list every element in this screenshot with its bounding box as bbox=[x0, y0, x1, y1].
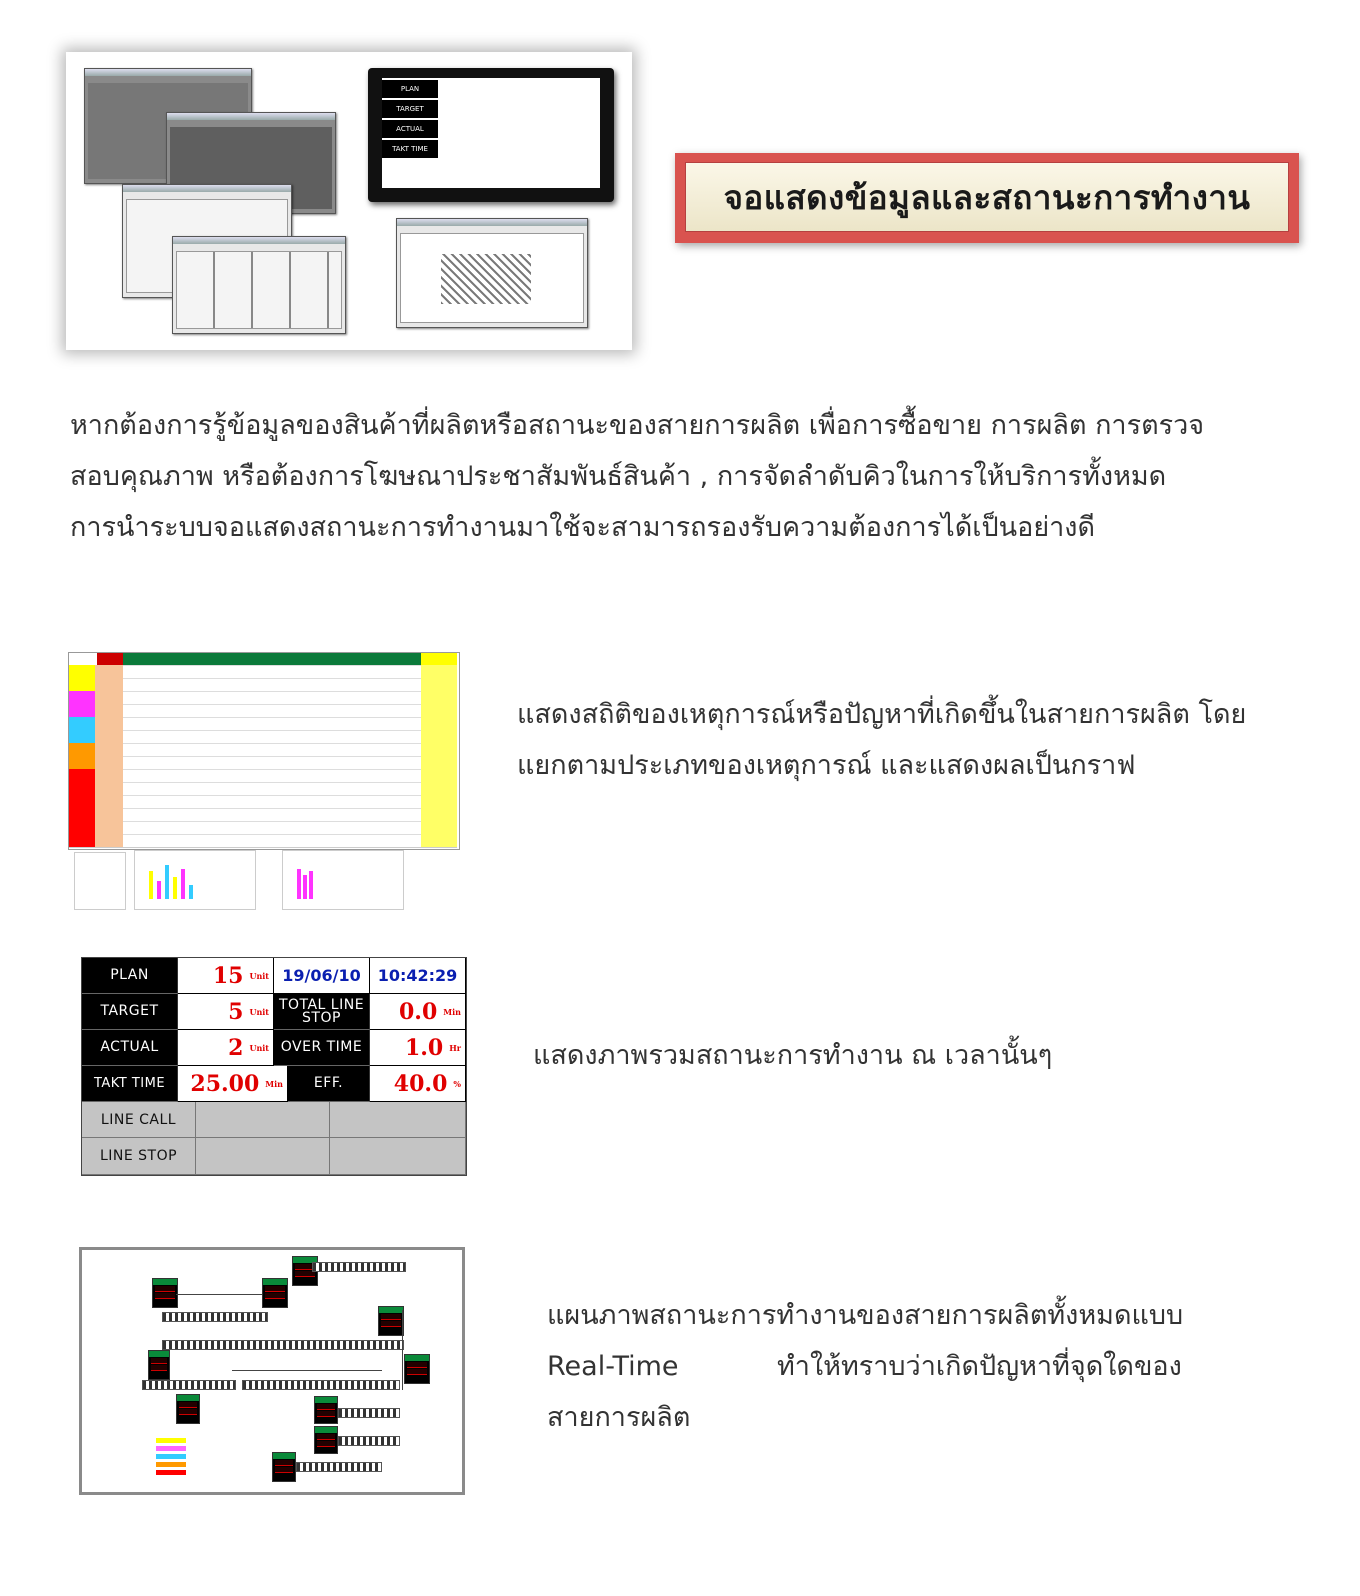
total-line-stop-number: 0.0 bbox=[399, 998, 438, 1025]
bar-chart-thumbnail bbox=[134, 850, 256, 910]
statistics-description: แสดงสถิติของเหตุการณ์หรือปัญหาที่เกิดขึ้นในสายการผลิต โดยแยกตามประเภทของเหตุการณ์ และแสดงผลเป็นกราฟ bbox=[517, 699, 1247, 781]
status-monitor-thumbnail: PLAN TARGET ACTUAL TAKT TIME bbox=[368, 68, 614, 202]
over-time-value bbox=[370, 1030, 466, 1066]
production-line-map-image bbox=[79, 1247, 465, 1495]
conveyor-segment bbox=[338, 1436, 400, 1446]
over-time-label: OVER TIME bbox=[274, 1030, 370, 1066]
line-map-description bbox=[547, 1290, 1247, 1443]
line-stop-label: LINE STOP bbox=[82, 1138, 196, 1175]
conveyor-segment bbox=[296, 1462, 382, 1472]
over-time-unit: Hr bbox=[449, 1042, 461, 1053]
chart-window-thumbnail bbox=[172, 236, 346, 334]
line-call-slot bbox=[330, 1102, 466, 1138]
actual-number: 2 bbox=[228, 1034, 244, 1061]
status-description: แสดงภาพรวมสถานะการทำงาน ณ เวลานั้นๆ bbox=[533, 1040, 1053, 1071]
line-map-description-line1: แผนภาพสถานะการทำงานของสายการผลิตทั้งหมดแบบ bbox=[547, 1300, 1184, 1331]
takt-time-number: 25.00 bbox=[190, 1070, 260, 1097]
connector-line bbox=[176, 1294, 262, 1295]
plan-number: 15 bbox=[212, 962, 244, 989]
total-line-stop-label: TOTAL LINE STOP bbox=[274, 994, 370, 1030]
station-display bbox=[378, 1306, 404, 1336]
date-display: 19/06/10 bbox=[274, 958, 370, 994]
page-title: จอแสดงข้อมูลและสถานะการทำงาน bbox=[723, 177, 1251, 217]
checkbox-list-thumbnail bbox=[74, 852, 126, 910]
screenshot-collage-image bbox=[66, 52, 632, 350]
plan-unit: Unit bbox=[249, 970, 269, 981]
line-call-label: LINE CALL bbox=[82, 1102, 196, 1138]
connector-line bbox=[402, 1310, 403, 1390]
line-stop-slot bbox=[196, 1138, 330, 1175]
actual-value bbox=[178, 1030, 274, 1066]
target-value bbox=[178, 994, 274, 1030]
time-display: 10:42:29 bbox=[370, 958, 466, 994]
intro-paragraph: หากต้องการรู้ข้อมูลของสินค้าที่ผลิตหรือสถานะของสายการผลิต เพื่อการซื้อขาย การผลิต การตรวจสอบคุณภาพ หรือต้องการโฆษณาประชาสัมพันธ์สินค้า , การจัดลำดับคิวในการให้บริการทั้งหมด การนำระบบจอแสดงสถานะการทำงานมาใช้จะสามารถรองรับความต้องการได้เป็นอย่างดี bbox=[70, 410, 1205, 543]
legend-swatch bbox=[156, 1438, 186, 1443]
station-display bbox=[314, 1396, 338, 1424]
line-map-description-line3: สายการผลิต bbox=[547, 1402, 691, 1433]
bar-chart-thumbnail bbox=[282, 850, 404, 910]
eff-label: EFF. bbox=[288, 1066, 370, 1102]
connector-line bbox=[232, 1370, 382, 1371]
conveyor-segment bbox=[142, 1380, 236, 1390]
legend-swatch bbox=[156, 1454, 186, 1459]
production-status-panel bbox=[81, 957, 467, 1176]
line-stop-slot bbox=[330, 1138, 466, 1175]
statistics-grid bbox=[68, 652, 460, 850]
conveyor-segment bbox=[162, 1312, 268, 1322]
legend-swatch bbox=[156, 1446, 186, 1451]
plan-value bbox=[178, 958, 274, 994]
actual-unit: Unit bbox=[249, 1042, 269, 1053]
station-display bbox=[152, 1278, 178, 1308]
line-call-slot bbox=[196, 1102, 330, 1138]
eff-unit: % bbox=[453, 1078, 461, 1089]
takt-time-label: TAKT TIME bbox=[82, 1066, 178, 1102]
takt-time-value bbox=[178, 1066, 288, 1102]
total-line-stop-value bbox=[370, 994, 466, 1030]
plan-label: PLAN bbox=[82, 958, 178, 994]
conveyor-segment bbox=[312, 1262, 406, 1272]
takt-time-unit: Min bbox=[265, 1078, 283, 1089]
realtime-term: Real-Time bbox=[547, 1351, 679, 1382]
conveyor-segment bbox=[242, 1380, 400, 1390]
eff-value bbox=[370, 1066, 466, 1102]
section-title-banner bbox=[675, 153, 1299, 243]
line-map-description-line2: ทำให้ทราบว่าเกิดปัญหาที่จุดใดของ bbox=[777, 1351, 1182, 1382]
statistics-table-image bbox=[68, 652, 460, 910]
total-line-stop-unit: Min bbox=[443, 1006, 461, 1017]
station-display bbox=[176, 1394, 200, 1424]
line-diagram-window-thumbnail bbox=[396, 218, 588, 328]
station-display bbox=[262, 1278, 288, 1308]
actual-label: ACTUAL bbox=[82, 1030, 178, 1066]
station-display bbox=[148, 1350, 170, 1380]
station-display bbox=[404, 1354, 430, 1384]
over-time-number: 1.0 bbox=[404, 1034, 444, 1061]
legend-swatch bbox=[156, 1462, 186, 1467]
target-unit: Unit bbox=[249, 1006, 269, 1017]
station-display bbox=[314, 1426, 338, 1454]
legend-swatch bbox=[156, 1470, 186, 1475]
target-label: TARGET bbox=[82, 994, 178, 1030]
conveyor-segment bbox=[162, 1340, 404, 1350]
eff-number: 40.0 bbox=[393, 1070, 448, 1097]
conveyor-segment bbox=[338, 1408, 400, 1418]
target-number: 5 bbox=[228, 998, 244, 1025]
station-display bbox=[272, 1452, 296, 1482]
